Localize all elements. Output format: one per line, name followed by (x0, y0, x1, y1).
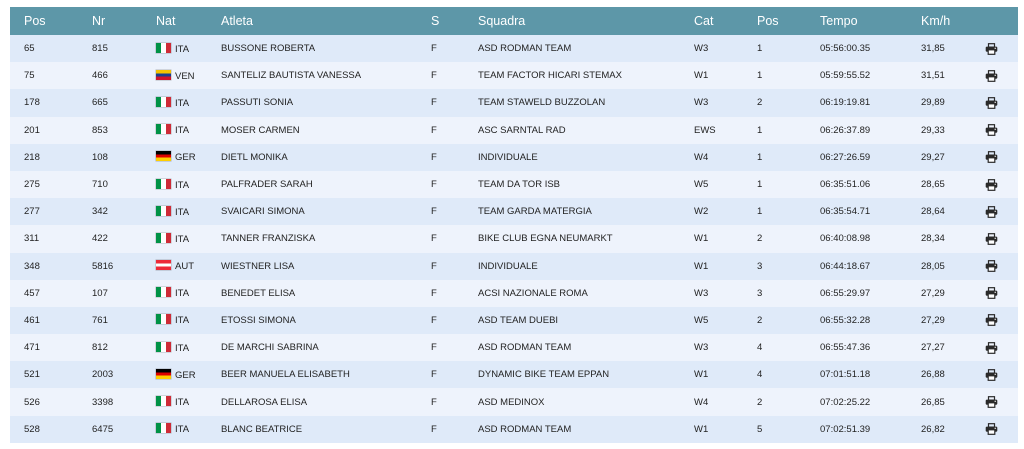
category-pos-cell: 2 (757, 314, 763, 326)
athlete-cell: BLANC BEATRICE (221, 423, 303, 435)
flag-icon (156, 369, 171, 379)
speed-cell: 27,27 (921, 342, 945, 354)
team-cell: DYNAMIC BIKE TEAM EPPAN (478, 369, 610, 381)
category-pos-cell: 1 (757, 70, 763, 82)
category-pos-cell: 5 (757, 423, 763, 435)
pos-cell: 521 (24, 369, 40, 381)
athlete-cell: DE MARCHI SABRINA (221, 342, 319, 354)
athlete-cell: BENEDET ELISA (221, 287, 296, 299)
nationality-code: ITA (175, 288, 190, 300)
athlete-cell: SANTELIZ BAUTISTA VANESSA (221, 70, 362, 82)
print-cell (965, 334, 1018, 361)
flag-icon (156, 206, 171, 216)
col-header-time[interactable]: Tempo (820, 14, 858, 28)
bib-number-cell: 853 (92, 124, 108, 136)
flag-icon (156, 342, 171, 352)
time-cell: 07:01:51.18 (820, 369, 871, 381)
sex-cell: F (431, 43, 437, 55)
printer-icon[interactable] (985, 43, 998, 55)
pos-cell: 528 (24, 423, 40, 435)
printer-icon[interactable] (985, 233, 998, 245)
table-row[interactable] (10, 89, 1018, 116)
nationality-cell (142, 62, 207, 89)
printer-icon[interactable] (985, 179, 998, 191)
bib-number-cell: 2003 (92, 369, 114, 381)
team-cell: ASD MEDINOX (478, 396, 545, 408)
category-cell: W4 (694, 396, 709, 408)
time-cell: 06:26:37.89 (820, 124, 871, 136)
nationality-code: ITA (175, 125, 190, 137)
speed-cell: 28,34 (921, 233, 945, 245)
bib-number-cell: 815 (92, 43, 108, 55)
results-table (10, 7, 1018, 443)
category-cell: W5 (694, 314, 709, 326)
table-row[interactable] (10, 253, 1018, 280)
flag-icon (156, 70, 171, 80)
nationality-cell (142, 334, 207, 361)
print-cell (965, 144, 1018, 171)
category-pos-cell: 2 (757, 233, 763, 245)
athlete-cell: TANNER FRANZISKA (221, 233, 316, 245)
pos-cell: 178 (24, 97, 40, 109)
nationality-cell (142, 89, 207, 116)
category-pos-cell: 1 (757, 206, 763, 218)
nationality-code: GER (175, 369, 196, 381)
speed-cell: 31,51 (921, 70, 945, 82)
nationality-cell (142, 225, 207, 252)
category-cell: W1 (694, 233, 709, 245)
nationality-code: ITA (175, 342, 190, 354)
pos-cell: 311 (24, 233, 40, 245)
flag-icon (156, 260, 171, 270)
nationality-cell (142, 144, 207, 171)
nationality-cell (142, 416, 207, 443)
nationality-code: VEN (175, 70, 195, 82)
col-header-nat[interactable]: Nat (156, 14, 176, 28)
bib-number-cell: 812 (92, 342, 108, 354)
sex-cell: F (431, 314, 437, 326)
sex-cell: F (431, 233, 437, 245)
sex-cell: F (431, 342, 437, 354)
flag-icon (156, 97, 171, 107)
col-header-cat-pos[interactable]: Pos (757, 14, 779, 28)
col-header-cat[interactable]: Cat (694, 14, 714, 28)
printer-icon[interactable] (985, 342, 998, 354)
team-cell: TEAM FACTOR HICARI STEMAX (478, 70, 622, 82)
table-row[interactable] (10, 144, 1018, 171)
pos-cell: 348 (24, 260, 40, 272)
flag-icon (156, 43, 171, 53)
athlete-cell: MOSER CARMEN (221, 124, 300, 136)
flag-icon (156, 179, 171, 189)
speed-cell: 31,85 (921, 43, 945, 55)
nationality-cell (142, 198, 207, 225)
athlete-cell: BUSSONE ROBERTA (221, 43, 316, 55)
sex-cell: F (431, 97, 437, 109)
nationality-cell (142, 171, 207, 198)
col-header-speed[interactable]: Km/h (921, 14, 951, 28)
print-cell (965, 89, 1018, 116)
col-header-nr[interactable]: Nr (92, 14, 106, 28)
table-row[interactable] (10, 35, 1018, 62)
printer-icon[interactable] (985, 124, 998, 136)
time-cell: 06:40:08.98 (820, 233, 871, 245)
category-pos-cell: 3 (757, 287, 763, 299)
category-pos-cell: 4 (757, 369, 763, 381)
team-cell: ACSI NAZIONALE ROMA (478, 287, 588, 299)
printer-icon[interactable] (985, 206, 998, 218)
pos-cell: 65 (24, 43, 35, 55)
athlete-cell: SVAICARI SIMONA (221, 206, 305, 218)
team-cell: ASC SARNTAL RAD (478, 124, 566, 136)
print-cell (965, 171, 1018, 198)
bib-number-cell: 761 (92, 314, 108, 326)
category-cell: EWS (694, 124, 716, 136)
category-cell: W1 (694, 369, 709, 381)
pos-cell: 471 (24, 342, 40, 354)
nationality-code: ITA (175, 43, 190, 55)
team-cell: ASD RODMAN TEAM (478, 423, 572, 435)
sex-cell: F (431, 287, 437, 299)
pos-cell: 75 (24, 70, 35, 82)
pos-cell: 275 (24, 179, 40, 191)
athlete-cell: DIETL MONIKA (221, 151, 288, 163)
team-cell: INDIVIDUALE (478, 260, 538, 272)
table-row[interactable] (10, 416, 1018, 443)
nationality-code: ITA (175, 179, 190, 191)
category-pos-cell: 1 (757, 124, 763, 136)
flag-icon (156, 151, 171, 161)
speed-cell: 26,88 (921, 369, 945, 381)
printer-icon[interactable] (985, 314, 998, 326)
category-cell: W1 (694, 70, 709, 82)
bib-number-cell: 5816 (92, 260, 114, 272)
nationality-code: ITA (175, 206, 190, 218)
time-cell: 05:59:55.52 (820, 70, 871, 82)
pos-cell: 526 (24, 396, 40, 408)
pos-cell: 218 (24, 151, 40, 163)
printer-icon[interactable] (985, 396, 998, 408)
print-cell (965, 307, 1018, 334)
pos-cell: 457 (24, 287, 40, 299)
category-pos-cell: 3 (757, 260, 763, 272)
athlete-cell: ETOSSI SIMONA (221, 314, 296, 326)
nationality-cell (142, 35, 207, 62)
table-row[interactable] (10, 361, 1018, 388)
category-pos-cell: 1 (757, 151, 763, 163)
category-pos-cell: 2 (757, 396, 763, 408)
table-row[interactable] (10, 198, 1018, 225)
category-cell: W4 (694, 151, 709, 163)
speed-cell: 29,27 (921, 151, 945, 163)
print-cell (965, 253, 1018, 280)
time-cell: 06:19:19.81 (820, 97, 871, 109)
table-header-row (10, 7, 1018, 35)
category-cell: W2 (694, 206, 709, 218)
table-row[interactable] (10, 334, 1018, 361)
speed-cell: 28,05 (921, 260, 945, 272)
printer-icon[interactable] (985, 423, 998, 435)
category-cell: W5 (694, 179, 709, 191)
flag-icon (156, 314, 171, 324)
table-row[interactable] (10, 307, 1018, 334)
time-cell: 07:02:51.39 (820, 423, 871, 435)
speed-cell: 26,85 (921, 396, 945, 408)
nationality-cell (142, 361, 207, 388)
speed-cell: 29,89 (921, 97, 945, 109)
print-cell (965, 280, 1018, 307)
category-cell: W3 (694, 287, 709, 299)
nationality-cell (142, 307, 207, 334)
speed-cell: 26,82 (921, 423, 945, 435)
results-body (10, 35, 1018, 443)
bib-number-cell: 665 (92, 97, 108, 109)
category-cell: W3 (694, 43, 709, 55)
team-cell: TEAM STAWELD BUZZOLAN (478, 97, 606, 109)
pos-cell: 277 (24, 206, 40, 218)
speed-cell: 27,29 (921, 287, 945, 299)
col-header-pos[interactable]: Pos (24, 14, 46, 28)
nationality-cell (142, 117, 207, 144)
flag-icon (156, 423, 171, 433)
sex-cell: F (431, 396, 437, 408)
sex-cell: F (431, 151, 437, 163)
printer-icon[interactable] (985, 97, 998, 109)
nationality-code: ITA (175, 233, 190, 245)
team-cell: TEAM DA TOR ISB (478, 179, 561, 191)
category-pos-cell: 1 (757, 43, 763, 55)
nationality-cell (142, 253, 207, 280)
bib-number-cell: 108 (92, 151, 108, 163)
table-row[interactable] (10, 62, 1018, 89)
table-row[interactable] (10, 388, 1018, 415)
speed-cell: 27,29 (921, 314, 945, 326)
col-header-athlete[interactable]: Atleta (221, 14, 253, 28)
time-cell: 06:44:18.67 (820, 260, 871, 272)
sex-cell: F (431, 260, 437, 272)
table-row[interactable] (10, 280, 1018, 307)
sex-cell: F (431, 423, 437, 435)
col-header-print (965, 7, 1018, 35)
category-cell: W1 (694, 260, 709, 272)
team-cell: TEAM GARDA MATERGIA (478, 206, 592, 218)
bib-number-cell: 422 (92, 233, 108, 245)
nationality-code: AUT (175, 261, 194, 273)
print-cell (965, 361, 1018, 388)
sex-cell: F (431, 206, 437, 218)
printer-icon[interactable] (985, 287, 998, 299)
bib-number-cell: 6475 (92, 423, 114, 435)
category-cell: W3 (694, 342, 709, 354)
athlete-cell: PASSUTI SONIA (221, 97, 294, 109)
sex-cell: F (431, 369, 437, 381)
print-cell (965, 416, 1018, 443)
time-cell: 05:56:00.35 (820, 43, 871, 55)
table-row[interactable] (10, 225, 1018, 252)
printer-icon[interactable] (985, 70, 998, 82)
time-cell: 07:02:25.22 (820, 396, 871, 408)
flag-icon (156, 124, 171, 134)
pos-cell: 201 (24, 124, 40, 136)
speed-cell: 28,65 (921, 179, 945, 191)
col-header-team[interactable]: Squadra (478, 14, 526, 28)
col-header-sex[interactable]: S (431, 14, 440, 28)
speed-cell: 29,33 (921, 124, 945, 136)
time-cell: 06:27:26.59 (820, 151, 871, 163)
category-cell: W1 (694, 423, 709, 435)
time-cell: 06:55:29.97 (820, 287, 871, 299)
team-cell: ASD TEAM DUEBI (478, 314, 559, 326)
nationality-code: ITA (175, 397, 190, 409)
nationality-cell (142, 388, 207, 415)
category-pos-cell: 1 (757, 179, 763, 191)
print-cell (965, 35, 1018, 62)
print-cell (965, 388, 1018, 415)
printer-icon[interactable] (985, 260, 998, 272)
printer-icon[interactable] (985, 369, 998, 381)
nationality-code: ITA (175, 315, 190, 327)
team-cell: ASD RODMAN TEAM (478, 43, 572, 55)
nationality-code: GER (175, 152, 196, 164)
athlete-cell: DELLAROSA ELISA (221, 396, 308, 408)
sex-cell: F (431, 70, 437, 82)
pos-cell: 461 (24, 314, 40, 326)
speed-cell: 28,64 (921, 206, 945, 218)
bib-number-cell: 710 (92, 179, 108, 191)
athlete-cell: WIESTNER LISA (221, 260, 295, 272)
flag-icon (156, 233, 171, 243)
print-cell (965, 225, 1018, 252)
time-cell: 06:55:47.36 (820, 342, 871, 354)
sex-cell: F (431, 124, 437, 136)
time-cell: 06:35:54.71 (820, 206, 871, 218)
sex-cell: F (431, 179, 437, 191)
time-cell: 06:55:32.28 (820, 314, 871, 326)
team-cell: INDIVIDUALE (478, 151, 538, 163)
print-cell (965, 62, 1018, 89)
bib-number-cell: 466 (92, 70, 108, 82)
bib-number-cell: 107 (92, 287, 108, 299)
bib-number-cell: 342 (92, 206, 108, 218)
nationality-cell (142, 280, 207, 307)
athlete-cell: PALFRADER SARAH (221, 179, 313, 191)
category-pos-cell: 2 (757, 97, 763, 109)
team-cell: BIKE CLUB EGNA NEUMARKT (478, 233, 613, 245)
printer-icon[interactable] (985, 151, 998, 163)
flag-icon (156, 287, 171, 297)
category-cell: W3 (694, 97, 709, 109)
table-row[interactable] (10, 117, 1018, 144)
category-pos-cell: 4 (757, 342, 763, 354)
print-cell (965, 117, 1018, 144)
nationality-code: ITA (175, 424, 190, 436)
athlete-cell: BEER MANUELA ELISABETH (221, 369, 350, 381)
nationality-code: ITA (175, 97, 190, 109)
bib-number-cell: 3398 (92, 396, 114, 408)
table-row[interactable] (10, 171, 1018, 198)
flag-icon (156, 396, 171, 406)
print-cell (965, 198, 1018, 225)
team-cell: ASD RODMAN TEAM (478, 342, 572, 354)
time-cell: 06:35:51.06 (820, 179, 871, 191)
